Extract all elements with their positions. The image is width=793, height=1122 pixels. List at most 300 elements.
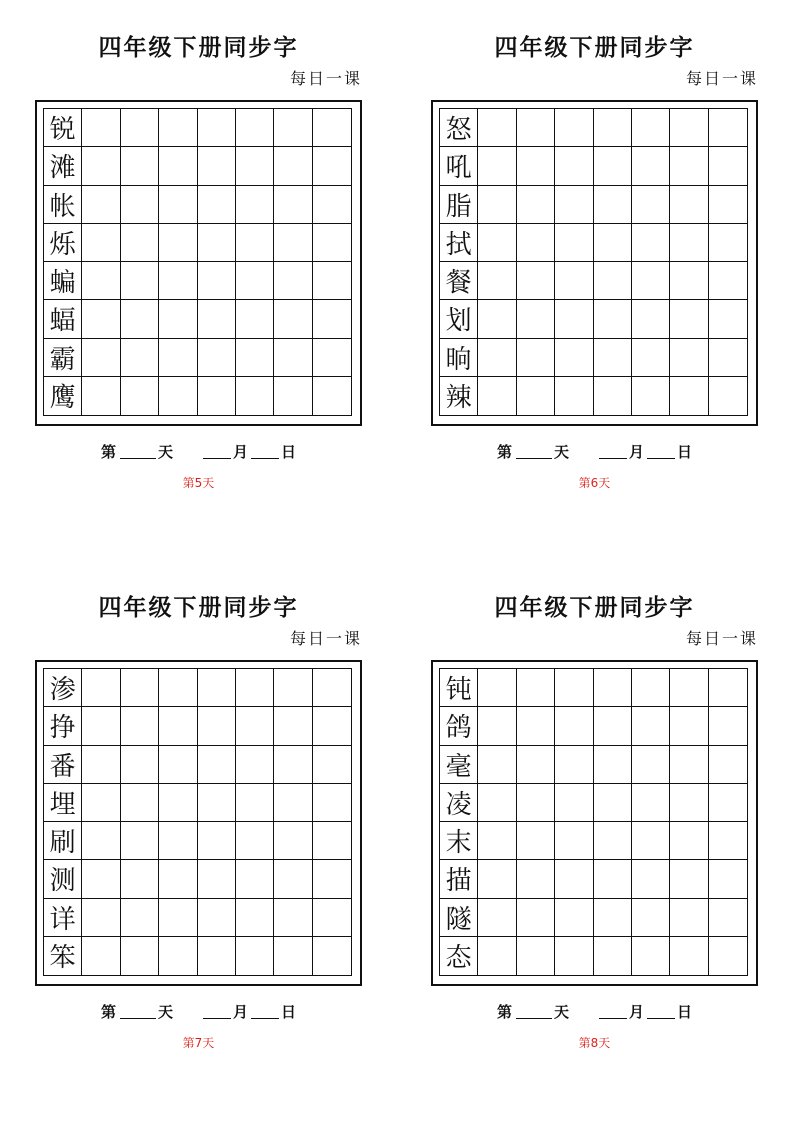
day-blank[interactable] — [647, 442, 675, 459]
writing-cell[interactable] — [594, 339, 632, 377]
writing-cell[interactable] — [670, 147, 708, 185]
writing-cell[interactable] — [670, 784, 708, 822]
writing-cell[interactable] — [709, 669, 747, 707]
writing-cell[interactable] — [670, 707, 708, 745]
writing-cell[interactable] — [478, 262, 516, 300]
writing-cell[interactable] — [594, 224, 632, 262]
writing-cell[interactable] — [517, 707, 555, 745]
writing-cell[interactable] — [517, 669, 555, 707]
card-title: 四年级下册同步字 — [494, 595, 695, 621]
writing-cell[interactable] — [594, 937, 632, 975]
date-tian-label: 天 — [554, 1003, 570, 1021]
writing-cell[interactable] — [159, 899, 197, 937]
writing-cell[interactable] — [236, 669, 274, 707]
writing-cell[interactable] — [517, 937, 555, 975]
writing-cell[interactable] — [594, 186, 632, 224]
writing-cell[interactable] — [121, 186, 159, 224]
writing-cell[interactable] — [670, 300, 708, 338]
date-line — [431, 1000, 758, 1024]
writing-cell[interactable] — [236, 262, 274, 300]
model-character-cell: 蝠 — [44, 300, 82, 338]
date-line — [35, 1000, 362, 1024]
model-character-cell: 划 — [440, 300, 478, 338]
day-number-blank[interactable] — [516, 1002, 552, 1019]
practice-grid-frame — [431, 660, 758, 986]
date-di-label: 第 — [101, 1003, 117, 1021]
model-character-cell: 渗 — [44, 669, 82, 707]
writing-cell[interactable] — [274, 300, 312, 338]
writing-cell[interactable] — [517, 377, 555, 415]
writing-cell[interactable] — [478, 186, 516, 224]
writing-cell[interactable] — [632, 784, 670, 822]
model-character-cell: 帐 — [44, 186, 82, 224]
writing-cell[interactable] — [632, 937, 670, 975]
writing-cell[interactable] — [313, 262, 351, 300]
writing-cell[interactable] — [121, 377, 159, 415]
day-number-blank[interactable] — [120, 1002, 156, 1019]
writing-cell[interactable] — [632, 377, 670, 415]
writing-cell[interactable] — [313, 669, 351, 707]
writing-cell[interactable] — [236, 147, 274, 185]
writing-cell[interactable] — [274, 899, 312, 937]
writing-cell[interactable] — [594, 746, 632, 784]
writing-cell[interactable] — [236, 899, 274, 937]
practice-grid — [43, 108, 352, 416]
day-blank[interactable] — [647, 1002, 675, 1019]
writing-cell[interactable] — [159, 784, 197, 822]
writing-cell[interactable] — [121, 860, 159, 898]
writing-cell[interactable] — [709, 860, 747, 898]
writing-cell[interactable] — [121, 746, 159, 784]
writing-cell[interactable] — [82, 784, 120, 822]
writing-cell[interactable] — [198, 224, 236, 262]
model-character-cell: 笨 — [44, 937, 82, 975]
model-character-cell: 餐 — [440, 262, 478, 300]
model-character-cell: 详 — [44, 899, 82, 937]
model-character-cell: 番 — [44, 746, 82, 784]
writing-cell[interactable] — [313, 147, 351, 185]
writing-cell[interactable] — [121, 147, 159, 185]
day-number-blank[interactable] — [120, 442, 156, 459]
card-title: 四年级下册同步字 — [98, 595, 299, 621]
writing-cell[interactable] — [709, 899, 747, 937]
writing-cell[interactable] — [517, 224, 555, 262]
writing-cell[interactable] — [82, 147, 120, 185]
day-label: 第6天 — [578, 476, 611, 490]
writing-cell[interactable] — [670, 339, 708, 377]
model-character-cell: 毫 — [440, 746, 478, 784]
writing-cell[interactable] — [82, 860, 120, 898]
writing-cell[interactable] — [709, 109, 747, 147]
writing-cell[interactable] — [274, 339, 312, 377]
writing-cell[interactable] — [709, 224, 747, 262]
writing-cell[interactable] — [236, 746, 274, 784]
writing-cell[interactable] — [478, 860, 516, 898]
writing-cell[interactable] — [198, 669, 236, 707]
writing-cell[interactable] — [198, 707, 236, 745]
practice-grid — [439, 668, 748, 976]
writing-cell[interactable] — [709, 746, 747, 784]
writing-cell[interactable] — [121, 669, 159, 707]
date-ri-label: 日 — [281, 443, 297, 461]
writing-cell[interactable] — [82, 109, 120, 147]
writing-cell[interactable] — [121, 339, 159, 377]
writing-cell[interactable] — [555, 262, 593, 300]
writing-cell[interactable] — [478, 784, 516, 822]
date-di-label: 第 — [497, 1003, 513, 1021]
writing-cell[interactable] — [274, 937, 312, 975]
writing-cell[interactable] — [313, 707, 351, 745]
writing-cell[interactable] — [709, 377, 747, 415]
writing-cell[interactable] — [236, 822, 274, 860]
writing-cell[interactable] — [198, 186, 236, 224]
writing-cell[interactable] — [670, 860, 708, 898]
writing-cell[interactable] — [274, 147, 312, 185]
writing-cell[interactable] — [313, 109, 351, 147]
writing-cell[interactable] — [555, 186, 593, 224]
writing-cell[interactable] — [159, 377, 197, 415]
writing-cell[interactable] — [121, 707, 159, 745]
writing-cell[interactable] — [670, 224, 708, 262]
practice-card — [431, 30, 758, 550]
writing-cell[interactable] — [670, 669, 708, 707]
date-ri-label: 日 — [281, 1003, 297, 1021]
writing-cell[interactable] — [555, 300, 593, 338]
writing-cell[interactable] — [313, 746, 351, 784]
writing-cell[interactable] — [121, 784, 159, 822]
date-tian-label: 天 — [158, 443, 174, 461]
writing-cell[interactable] — [478, 224, 516, 262]
writing-cell[interactable] — [555, 784, 593, 822]
writing-cell[interactable] — [159, 746, 197, 784]
writing-cell[interactable] — [159, 262, 197, 300]
card-subtitle: 每日一课 — [289, 69, 362, 88]
model-character-cell: 脂 — [440, 186, 478, 224]
writing-cell[interactable] — [709, 262, 747, 300]
model-character-cell: 埋 — [44, 784, 82, 822]
model-character-cell: 滩 — [44, 147, 82, 185]
writing-cell[interactable] — [274, 109, 312, 147]
writing-cell[interactable] — [82, 262, 120, 300]
writing-cell[interactable] — [478, 377, 516, 415]
writing-cell[interactable] — [121, 300, 159, 338]
model-character-cell: 怒 — [440, 109, 478, 147]
writing-cell[interactable] — [121, 109, 159, 147]
writing-cell[interactable] — [517, 746, 555, 784]
model-character-cell: 刷 — [44, 822, 82, 860]
writing-cell[interactable] — [632, 669, 670, 707]
writing-cell[interactable] — [709, 707, 747, 745]
model-character-cell: 测 — [44, 860, 82, 898]
writing-cell[interactable] — [198, 822, 236, 860]
writing-cell[interactable] — [632, 224, 670, 262]
day-blank[interactable] — [251, 1002, 279, 1019]
writing-cell[interactable] — [159, 707, 197, 745]
writing-cell[interactable] — [594, 822, 632, 860]
writing-cell[interactable] — [159, 186, 197, 224]
date-tian-label: 天 — [554, 443, 570, 461]
writing-cell[interactable] — [313, 784, 351, 822]
writing-cell[interactable] — [632, 339, 670, 377]
writing-cell[interactable] — [555, 899, 593, 937]
model-character-cell: 晌 — [440, 339, 478, 377]
writing-cell[interactable] — [236, 860, 274, 898]
writing-cell[interactable] — [517, 860, 555, 898]
card-title: 四年级下册同步字 — [98, 35, 299, 61]
writing-cell[interactable] — [82, 224, 120, 262]
writing-cell[interactable] — [274, 377, 312, 415]
writing-cell[interactable] — [594, 784, 632, 822]
writing-cell[interactable] — [632, 746, 670, 784]
writing-cell[interactable] — [274, 707, 312, 745]
day-label: 第8天 — [578, 1036, 611, 1050]
writing-cell[interactable] — [594, 860, 632, 898]
writing-cell[interactable] — [82, 186, 120, 224]
writing-cell[interactable] — [236, 707, 274, 745]
writing-cell[interactable] — [594, 377, 632, 415]
writing-cell[interactable] — [670, 109, 708, 147]
writing-cell[interactable] — [632, 822, 670, 860]
model-character-cell: 霸 — [44, 339, 82, 377]
writing-cell[interactable] — [670, 899, 708, 937]
writing-cell[interactable] — [517, 109, 555, 147]
writing-cell[interactable] — [517, 784, 555, 822]
writing-cell[interactable] — [632, 707, 670, 745]
writing-cell[interactable] — [555, 339, 593, 377]
model-character-cell: 辣 — [440, 377, 478, 415]
writing-cell[interactable] — [82, 707, 120, 745]
date-yue-label: 月 — [233, 443, 249, 461]
writing-cell[interactable] — [555, 109, 593, 147]
day-number-blank[interactable] — [516, 442, 552, 459]
date-tian-label: 天 — [158, 1003, 174, 1021]
writing-cell[interactable] — [313, 300, 351, 338]
writing-cell[interactable] — [236, 109, 274, 147]
model-character-cell: 挣 — [44, 707, 82, 745]
writing-cell[interactable] — [236, 937, 274, 975]
writing-cell[interactable] — [632, 860, 670, 898]
writing-cell[interactable] — [594, 147, 632, 185]
writing-cell[interactable] — [709, 186, 747, 224]
writing-cell[interactable] — [594, 262, 632, 300]
writing-cell[interactable] — [274, 746, 312, 784]
model-character-cell: 蝙 — [44, 262, 82, 300]
month-blank[interactable] — [599, 1002, 627, 1019]
writing-cell[interactable] — [198, 784, 236, 822]
writing-cell[interactable] — [517, 339, 555, 377]
model-character-cell: 拭 — [440, 224, 478, 262]
writing-cell[interactable] — [198, 147, 236, 185]
writing-cell[interactable] — [517, 186, 555, 224]
writing-cell[interactable] — [274, 224, 312, 262]
writing-cell[interactable] — [274, 186, 312, 224]
practice-grid — [439, 108, 748, 416]
date-yue-label: 月 — [629, 1003, 645, 1021]
writing-cell[interactable] — [198, 300, 236, 338]
writing-cell[interactable] — [82, 937, 120, 975]
writing-cell[interactable] — [478, 707, 516, 745]
writing-cell[interactable] — [517, 822, 555, 860]
writing-cell[interactable] — [159, 669, 197, 707]
writing-cell[interactable] — [670, 746, 708, 784]
writing-cell[interactable] — [313, 860, 351, 898]
writing-cell[interactable] — [198, 262, 236, 300]
writing-cell[interactable] — [478, 300, 516, 338]
writing-cell[interactable] — [82, 669, 120, 707]
practice-grid — [43, 668, 352, 976]
writing-cell[interactable] — [82, 300, 120, 338]
writing-cell[interactable] — [632, 262, 670, 300]
writing-cell[interactable] — [274, 784, 312, 822]
writing-cell[interactable] — [236, 377, 274, 415]
writing-cell[interactable] — [670, 262, 708, 300]
model-character-cell: 锐 — [44, 109, 82, 147]
writing-cell[interactable] — [594, 669, 632, 707]
writing-cell[interactable] — [121, 937, 159, 975]
writing-cell[interactable] — [198, 339, 236, 377]
day-label: 第7天 — [182, 1036, 215, 1050]
writing-cell[interactable] — [159, 339, 197, 377]
date-line — [431, 440, 758, 464]
writing-cell[interactable] — [517, 262, 555, 300]
writing-cell[interactable] — [198, 860, 236, 898]
writing-cell[interactable] — [198, 937, 236, 975]
writing-cell[interactable] — [159, 224, 197, 262]
writing-cell[interactable] — [517, 147, 555, 185]
writing-cell[interactable] — [274, 822, 312, 860]
writing-cell[interactable] — [594, 109, 632, 147]
writing-cell[interactable] — [709, 822, 747, 860]
writing-cell[interactable] — [198, 746, 236, 784]
writing-cell[interactable] — [198, 377, 236, 415]
model-character-cell: 描 — [440, 860, 478, 898]
writing-cell[interactable] — [478, 746, 516, 784]
writing-cell[interactable] — [236, 186, 274, 224]
model-character-cell: 态 — [440, 937, 478, 975]
date-ri-label: 日 — [677, 1003, 693, 1021]
writing-cell[interactable] — [82, 377, 120, 415]
writing-cell[interactable] — [82, 746, 120, 784]
model-character-cell: 吼 — [440, 147, 478, 185]
writing-cell[interactable] — [313, 822, 351, 860]
writing-cell[interactable] — [555, 860, 593, 898]
practice-grid-frame — [35, 660, 362, 986]
writing-cell[interactable] — [632, 109, 670, 147]
practice-card — [35, 590, 362, 1110]
month-blank[interactable] — [599, 442, 627, 459]
writing-cell[interactable] — [198, 899, 236, 937]
writing-cell[interactable] — [478, 109, 516, 147]
writing-cell[interactable] — [555, 822, 593, 860]
writing-cell[interactable] — [709, 339, 747, 377]
writing-cell[interactable] — [670, 937, 708, 975]
writing-cell[interactable] — [313, 186, 351, 224]
date-di-label: 第 — [101, 443, 117, 461]
writing-cell[interactable] — [313, 899, 351, 937]
model-character-cell: 钝 — [440, 669, 478, 707]
writing-cell[interactable] — [555, 669, 593, 707]
model-character-cell: 烁 — [44, 224, 82, 262]
writing-cell[interactable] — [478, 339, 516, 377]
writing-cell[interactable] — [82, 339, 120, 377]
model-character-cell: 鹰 — [44, 377, 82, 415]
card-subtitle: 每日一课 — [685, 69, 758, 88]
writing-cell[interactable] — [478, 937, 516, 975]
writing-cell[interactable] — [159, 937, 197, 975]
writing-cell[interactable] — [555, 377, 593, 415]
writing-cell[interactable] — [159, 147, 197, 185]
writing-cell[interactable] — [274, 669, 312, 707]
writing-cell[interactable] — [121, 262, 159, 300]
writing-cell[interactable] — [82, 822, 120, 860]
writing-cell[interactable] — [555, 937, 593, 975]
writing-cell[interactable] — [632, 300, 670, 338]
writing-cell[interactable] — [478, 669, 516, 707]
writing-cell[interactable] — [670, 186, 708, 224]
writing-cell[interactable] — [594, 707, 632, 745]
writing-cell[interactable] — [555, 746, 593, 784]
writing-cell[interactable] — [517, 899, 555, 937]
writing-cell[interactable] — [670, 377, 708, 415]
writing-cell[interactable] — [594, 899, 632, 937]
writing-cell[interactable] — [709, 147, 747, 185]
writing-cell[interactable] — [313, 937, 351, 975]
writing-cell[interactable] — [670, 822, 708, 860]
writing-cell[interactable] — [198, 109, 236, 147]
writing-cell[interactable] — [159, 109, 197, 147]
writing-cell[interactable] — [555, 147, 593, 185]
writing-cell[interactable] — [709, 937, 747, 975]
writing-cell[interactable] — [555, 707, 593, 745]
writing-cell[interactable] — [159, 300, 197, 338]
writing-cell[interactable] — [159, 822, 197, 860]
writing-cell[interactable] — [632, 899, 670, 937]
writing-cell[interactable] — [313, 377, 351, 415]
writing-cell[interactable] — [313, 224, 351, 262]
month-blank[interactable] — [203, 442, 231, 459]
model-character-cell: 隧 — [440, 899, 478, 937]
day-blank[interactable] — [251, 442, 279, 459]
writing-cell[interactable] — [121, 822, 159, 860]
writing-cell[interactable] — [709, 784, 747, 822]
writing-cell[interactable] — [121, 224, 159, 262]
writing-cell[interactable] — [517, 300, 555, 338]
date-yue-label: 月 — [233, 1003, 249, 1021]
card-subtitle: 每日一课 — [289, 629, 362, 648]
writing-cell[interactable] — [274, 262, 312, 300]
writing-cell[interactable] — [478, 147, 516, 185]
writing-cell[interactable] — [478, 899, 516, 937]
writing-cell[interactable] — [121, 899, 159, 937]
writing-cell[interactable] — [236, 300, 274, 338]
writing-cell[interactable] — [478, 822, 516, 860]
month-blank[interactable] — [203, 1002, 231, 1019]
writing-cell[interactable] — [555, 224, 593, 262]
day-label: 第5天 — [182, 476, 215, 490]
writing-cell[interactable] — [159, 860, 197, 898]
writing-cell[interactable] — [236, 339, 274, 377]
writing-cell[interactable] — [236, 224, 274, 262]
writing-cell[interactable] — [82, 899, 120, 937]
writing-cell[interactable] — [709, 300, 747, 338]
writing-cell[interactable] — [632, 186, 670, 224]
date-yue-label: 月 — [629, 443, 645, 461]
writing-cell[interactable] — [313, 339, 351, 377]
writing-cell[interactable] — [632, 147, 670, 185]
writing-cell[interactable] — [274, 860, 312, 898]
writing-cell[interactable] — [236, 784, 274, 822]
writing-cell[interactable] — [594, 300, 632, 338]
